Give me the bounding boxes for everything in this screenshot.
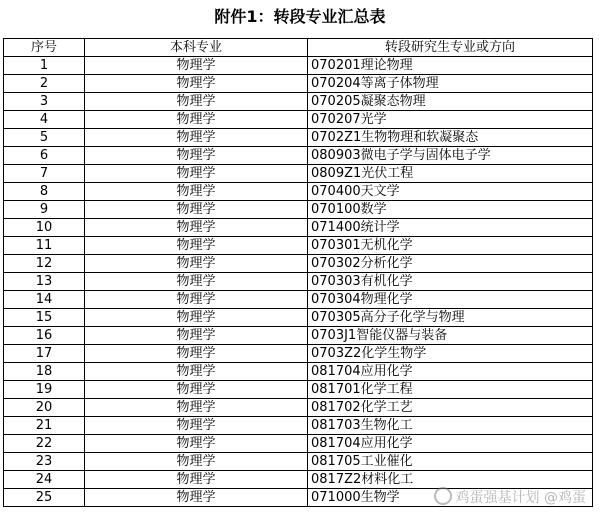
header-serial-number: 序号 — [4, 39, 85, 57]
table-header-row — [4, 39, 593, 57]
cell-serial-number: 25 — [4, 489, 85, 507]
cell-undergrad-major: 物理学 — [85, 309, 308, 327]
cell-undergrad-major: 物理学 — [85, 93, 308, 111]
cell-undergrad-major: 物理学 — [85, 435, 308, 453]
cell-grad-major: 070201理论物理 — [308, 57, 593, 75]
cell-serial-number: 24 — [4, 471, 85, 489]
cell-grad-major: 0817Z2材料化工 — [308, 471, 593, 489]
cell-grad-major: 0702Z1生物物理和软凝聚态 — [308, 129, 593, 147]
table-row — [4, 165, 593, 183]
document-title: 附件1：转段专业汇总表 — [214, 7, 386, 26]
cell-grad-major: 081702化学工艺 — [308, 399, 593, 417]
cell-serial-number: 20 — [4, 399, 85, 417]
cell-undergrad-major: 物理学 — [85, 219, 308, 237]
table-row — [4, 345, 593, 363]
cell-serial-number: 12 — [4, 255, 85, 273]
table-row — [4, 237, 593, 255]
table-row — [4, 129, 593, 147]
cell-undergrad-major: 物理学 — [85, 237, 308, 255]
table-row — [4, 183, 593, 201]
cell-undergrad-major: 物理学 — [85, 417, 308, 435]
cell-serial-number: 6 — [4, 147, 85, 165]
cell-grad-major: 070301无机化学 — [308, 237, 593, 255]
cell-serial-number: 14 — [4, 291, 85, 309]
cell-serial-number: 17 — [4, 345, 85, 363]
table-row — [4, 489, 593, 507]
table-row — [4, 435, 593, 453]
table-row — [4, 327, 593, 345]
cell-serial-number: 1 — [4, 57, 85, 75]
cell-serial-number: 15 — [4, 309, 85, 327]
cell-serial-number: 10 — [4, 219, 85, 237]
table-row — [4, 471, 593, 489]
cell-grad-major: 081701化学工程 — [308, 381, 593, 399]
cell-grad-major: 071400统计学 — [308, 219, 593, 237]
cell-undergrad-major: 物理学 — [85, 201, 308, 219]
cell-serial-number: 2 — [4, 75, 85, 93]
cell-grad-major: 070400天文学 — [308, 183, 593, 201]
cell-undergrad-major: 物理学 — [85, 471, 308, 489]
header-undergrad-major: 本科专业 — [85, 39, 308, 57]
cell-grad-major: 070303有机化学 — [308, 273, 593, 291]
cell-grad-major: 070100数学 — [308, 201, 593, 219]
cell-undergrad-major: 物理学 — [85, 165, 308, 183]
cell-grad-major: 070302分析化学 — [308, 255, 593, 273]
cell-undergrad-major: 物理学 — [85, 129, 308, 147]
cell-grad-major: 0703Z2化学生物学 — [308, 345, 593, 363]
header-grad-major: 转段研究生专业或方向 — [308, 39, 593, 57]
table-row — [4, 147, 593, 165]
cell-grad-major: 081704应用化学 — [308, 363, 593, 381]
table-row — [4, 111, 593, 129]
cell-serial-number: 19 — [4, 381, 85, 399]
cell-undergrad-major: 物理学 — [85, 453, 308, 471]
cell-undergrad-major: 物理学 — [85, 363, 308, 381]
cell-grad-major: 080903微电子学与固体电子学 — [308, 147, 593, 165]
table-row — [4, 309, 593, 327]
cell-grad-major: 070204等离子体物理 — [308, 75, 593, 93]
table-row — [4, 453, 593, 471]
table-row — [4, 291, 593, 309]
cell-undergrad-major: 物理学 — [85, 147, 308, 165]
cell-undergrad-major: 物理学 — [85, 399, 308, 417]
cell-serial-number: 9 — [4, 201, 85, 219]
cell-undergrad-major: 物理学 — [85, 273, 308, 291]
table-row — [4, 255, 593, 273]
cell-grad-major: 070207光学 — [308, 111, 593, 129]
table-row — [4, 399, 593, 417]
cell-undergrad-major: 物理学 — [85, 255, 308, 273]
table-row — [4, 219, 593, 237]
major-summary-table — [3, 38, 593, 507]
table-body — [4, 57, 593, 507]
cell-serial-number: 23 — [4, 453, 85, 471]
table-row — [4, 201, 593, 219]
table-row — [4, 93, 593, 111]
table-row — [4, 75, 593, 93]
table-row — [4, 273, 593, 291]
watermark-text: 鸡蛋强基计划 @鸡蛋 — [455, 490, 586, 506]
table-row — [4, 417, 593, 435]
cell-serial-number: 5 — [4, 129, 85, 147]
table-row — [4, 57, 593, 75]
cell-grad-major: 081703生物化工 — [308, 417, 593, 435]
cell-serial-number: 18 — [4, 363, 85, 381]
cell-serial-number: 22 — [4, 435, 85, 453]
cell-grad-major: 071000生物学 — [308, 489, 593, 507]
cell-undergrad-major: 物理学 — [85, 57, 308, 75]
cell-serial-number: 8 — [4, 183, 85, 201]
cell-undergrad-major: 物理学 — [85, 345, 308, 363]
cell-grad-major: 0809Z1光伏工程 — [308, 165, 593, 183]
cell-serial-number: 21 — [4, 417, 85, 435]
cell-undergrad-major: 物理学 — [85, 75, 308, 93]
cell-grad-major: 081705工业催化 — [308, 453, 593, 471]
cell-serial-number: 11 — [4, 237, 85, 255]
cell-grad-major: 0703J1智能仪器与装备 — [308, 327, 593, 345]
cell-grad-major: 081704应用化学 — [308, 435, 593, 453]
cell-serial-number: 16 — [4, 327, 85, 345]
table-row — [4, 381, 593, 399]
table-row — [4, 363, 593, 381]
cell-serial-number: 13 — [4, 273, 85, 291]
cell-serial-number: 7 — [4, 165, 85, 183]
cell-undergrad-major: 物理学 — [85, 489, 308, 507]
cell-grad-major: 070305高分子化学与物理 — [308, 309, 593, 327]
cell-serial-number: 4 — [4, 111, 85, 129]
cell-undergrad-major: 物理学 — [85, 111, 308, 129]
cell-undergrad-major: 物理学 — [85, 183, 308, 201]
cell-grad-major: 070304物理化学 — [308, 291, 593, 309]
cell-undergrad-major: 物理学 — [85, 327, 308, 345]
cell-grad-major: 070205凝聚态物理 — [308, 93, 593, 111]
cell-undergrad-major: 物理学 — [85, 291, 308, 309]
cell-undergrad-major: 物理学 — [85, 381, 308, 399]
cell-serial-number: 3 — [4, 93, 85, 111]
